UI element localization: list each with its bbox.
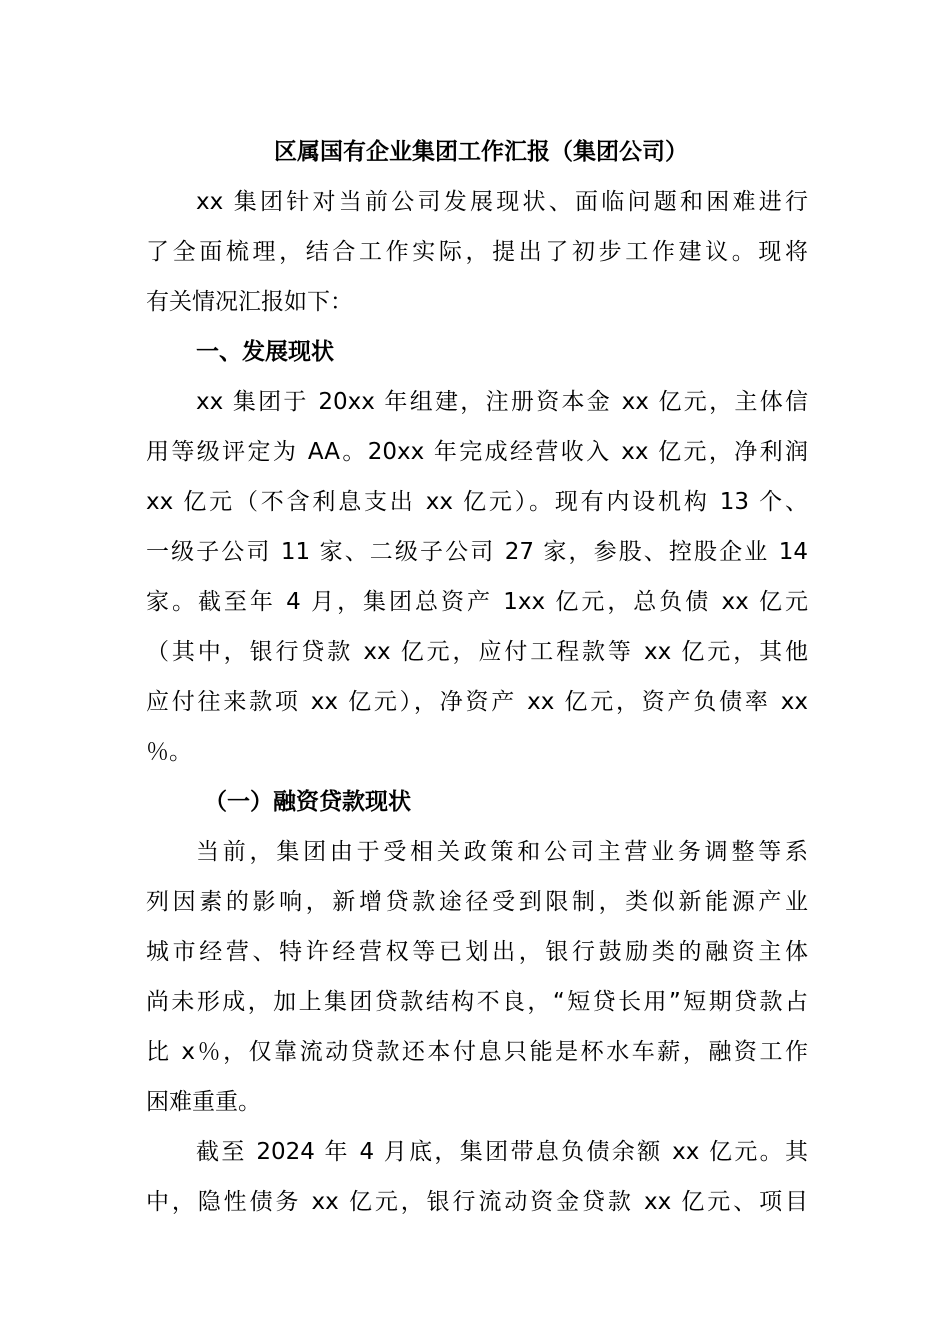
intro-line: 有关情况汇报如下： bbox=[146, 289, 353, 315]
paragraph-line: 当前，集团由于受相关政策和公司主营业务调整等系 bbox=[196, 839, 808, 865]
intro-line: xx 集团针对当前公司发展现状、面临问题和困难进行 bbox=[196, 189, 808, 215]
paragraph-line: 尚未形成，加上集团贷款结构不良，“短贷长用”短期贷款占 bbox=[146, 989, 808, 1015]
intro-line: 了全面梳理，结合工作实际，提出了初步工作建议。现将 bbox=[146, 239, 808, 265]
section-heading: 一、发展现状 bbox=[196, 339, 334, 365]
paragraph-line: xx 亿元（不含利息支出 xx 亿元）。现有内设机构 13 个、 bbox=[146, 489, 808, 515]
paragraph-line: 用等级评定为 AA。20xx 年完成经营收入 xx 亿元，净利润 bbox=[146, 439, 808, 465]
paragraph-line: xx 集团于 20xx 年组建，注册资本金 xx 亿元，主体信 bbox=[196, 389, 808, 415]
paragraph-line: 困难重重。 bbox=[146, 1089, 261, 1115]
paragraph-line: 应付往来款项 xx 亿元），净资产 xx 亿元，资产负债率 xx bbox=[146, 689, 808, 715]
paragraph-line: 列因素的影响，新增贷款途径受到限制，类似新能源产业 bbox=[146, 889, 808, 915]
document-title: 区属国有企业集团工作汇报（集团公司） bbox=[274, 139, 688, 165]
paragraph-line: 城市经营、特许经营权等已划出，银行鼓励类的融资主体 bbox=[146, 939, 808, 965]
paragraph-line: 中，隐性债务 xx 亿元，银行流动资金贷款 xx 亿元、项目 bbox=[146, 1189, 808, 1215]
subsection-heading: （一）融资贷款现状 bbox=[204, 789, 411, 815]
paragraph-line: 截至 2024 年 4 月底，集团带息负债余额 xx 亿元。其 bbox=[196, 1139, 808, 1165]
document-body bbox=[146, 127, 808, 1227]
paragraph-line: （其中，银行贷款 xx 亿元，应付工程款等 xx 亿元，其他 bbox=[146, 639, 808, 665]
paragraph-line: 家。截至年 4 月，集团总资产 1xx 亿元，总负债 xx 亿元 bbox=[146, 589, 808, 615]
paragraph-line: 一级子公司 11 家、二级子公司 27 家，参股、控股企业 14 bbox=[146, 539, 808, 565]
paragraph-line: 比 x％，仅靠流动贷款还本付息只能是杯水车薪，融资工作 bbox=[146, 1039, 808, 1065]
paragraph-line: ％。 bbox=[146, 739, 192, 765]
